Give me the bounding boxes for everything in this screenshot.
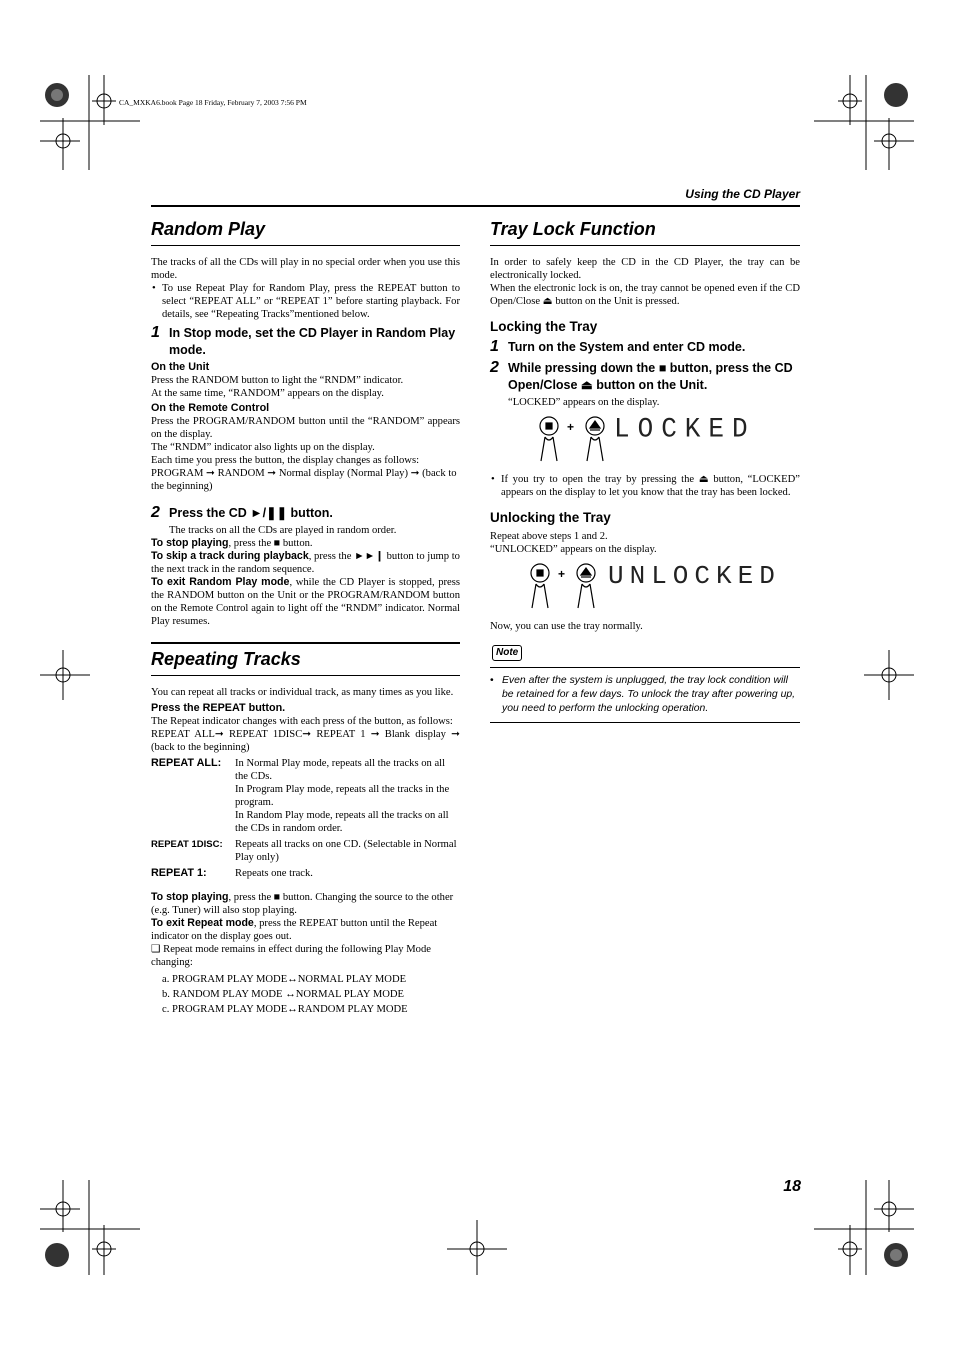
- locking-tray-title: Locking the Tray: [490, 319, 598, 334]
- repeat-press-label: Press the REPEAT button.: [151, 702, 286, 714]
- plus-sign: +: [567, 420, 575, 434]
- step-number: 1: [151, 324, 160, 341]
- remote-sequence: PROGRAM ➞ RANDOM ➞ Normal display (Normal Play) ➞ (back to the beginning): [151, 468, 457, 492]
- unlock-text-3: Now, you can use the tray normally.: [490, 621, 643, 632]
- list-item: a. PROGRAM PLAY MODE↔NORMAL PLAY MODE: [162, 974, 407, 985]
- repeat-desc: Repeats one track.: [235, 868, 313, 879]
- step-text: In Stop mode, set the CD Player in Random Play mode.: [169, 326, 456, 357]
- random-skip: To skip a track during playback, press the ►►❙ button to jump to the next track in the random sequence.: [151, 550, 460, 575]
- step-number: 2: [490, 359, 499, 376]
- random-exit: To exit Random Play mode, while the CD Player is stopped, press the RANDOM button on the Unit or the PROGRAM/RANDOM button on the Remote Control again to light off the “RNDM” indicator. Normal Play resumes.: [151, 576, 461, 627]
- step-2-text: The tracks on all the CDs are played in random order.: [169, 525, 397, 536]
- list-item: c. PROGRAM PLAY MODE↔RANDOM PLAY MODE: [162, 1004, 408, 1015]
- random-step-2: [151, 505, 460, 522]
- on-unit-text-2: At the same time, “RANDOM” appears on the display.: [151, 388, 384, 399]
- page-number: 18: [783, 1178, 801, 1195]
- on-unit-label: On the Unit: [151, 361, 210, 373]
- tray-lock-title: Tray Lock Function: [490, 218, 800, 246]
- step-text: Turn on the System and enter CD mode.: [508, 340, 746, 354]
- step-text: While pressing down the ■ button, press the CD Open/Close ⏏ button on the Unit.: [508, 361, 793, 392]
- random-intro: The tracks of all the CDs will play in no special order when you use this mode.: [151, 257, 460, 281]
- repeat-exit: To exit Repeat mode, press the REPEAT button until the Repeat indicator on the display goes out.: [151, 917, 438, 942]
- repeat-key: REPEAT 1DISC:: [151, 839, 223, 850]
- plus-sign: +: [558, 567, 566, 581]
- random-stop: To stop playing, press the ■ button.: [151, 537, 313, 549]
- locked-illustration: [490, 415, 800, 473]
- repeat-sequence: REPEAT ALL➞ REPEAT 1DISC➞ REPEAT 1 ➞ Blank display ➞ (back to the beginning): [151, 729, 460, 753]
- step-number: 1: [490, 338, 499, 355]
- random-play-title: Random Play: [151, 218, 460, 246]
- step-number: 2: [151, 504, 160, 521]
- repeat-desc: Repeats all tracks on one CD. (Selectable in Normal Play only): [235, 839, 457, 863]
- repeat-modes-table: [151, 757, 460, 883]
- left-column: [151, 218, 460, 1017]
- unlocked-illustration: [490, 562, 800, 620]
- tray-intro-2: When the electronic lock is on, the tray cannot be opened even if the CD Open/Close ⏏ button on the Unit is pressed.: [490, 283, 800, 307]
- unlock-text-2: “UNLOCKED” appears on the display.: [490, 544, 657, 555]
- tray-intro-1: In order to safely keep the CD in the CD Player, the tray can be electronically locked.: [490, 257, 800, 281]
- remote-text-1: Press the PROGRAM/RANDOM button until the “RANDOM” appears on the display.: [151, 416, 460, 440]
- list-item: b. RANDOM PLAY MODE ↔NORMAL PLAY MODE: [162, 989, 405, 1000]
- on-unit-text-1: Press the RANDOM button to light the “RNDM” indicator.: [151, 375, 404, 386]
- locked-display: LOCKED: [614, 413, 756, 445]
- lock-bullet: • If you try to open the tray by pressing the ⏏ button, “LOCKED” appears on the display to let you know that the tray has been locked.: [490, 473, 800, 499]
- repeat-intro: You can repeat all tracks or individual track, as many times as you like.: [151, 687, 454, 698]
- repeating-tracks-title: Repeating Tracks: [151, 642, 460, 676]
- table-row: [151, 867, 460, 883]
- repeat-press-text: The Repeat indicator changes with each press of the button, as follows:: [151, 716, 453, 727]
- running-header: Using the CD Player: [685, 187, 800, 201]
- note-icon: Note: [492, 645, 522, 661]
- repeat-key: REPEAT 1:: [151, 867, 207, 879]
- header-rule: [151, 205, 800, 207]
- unlocking-tray-title: Unlocking the Tray: [490, 510, 611, 525]
- unlocked-display: UNLOCKED: [608, 561, 781, 591]
- repeat-check-note: ❑ Repeat mode remains in effect during the following Play Mode changing:: [151, 944, 431, 968]
- unlock-text-1: Repeat above steps 1 and 2.: [490, 531, 608, 542]
- remote-label: On the Remote Control: [151, 402, 270, 414]
- note-text: • Even after the system is unplugged, the tray lock condition will be retained for a few days. To unlock the tray after powering up, you need to perform the unlocking operation.: [490, 667, 800, 723]
- note-header: [490, 639, 800, 665]
- remote-text-3: Each time you press the button, the display changes as follows:: [151, 455, 420, 466]
- file-meta: CA_MXKA6.book Page 18 Friday, February 7, 2003 7:56 PM: [119, 98, 307, 107]
- repeat-stop: To stop playing, press the ■ button. Changing the source to the other (e.g. Tuner) will also stop playing.: [151, 891, 454, 916]
- tray-step-1: [490, 339, 800, 356]
- step-text: Press the CD ►/❚❚ button.: [169, 506, 333, 520]
- table-row: [151, 757, 460, 838]
- random-step-1: [151, 325, 460, 359]
- random-bullet: • To use Repeat Play for Random Play, press the REPEAT button to select “REPEAT ALL” or “REPEAT 1” before starting playback. For details, see “Repeating Tracks”mentioned below.: [151, 282, 460, 321]
- remote-text-2: The “RNDM” indicator also lights up on the display.: [151, 442, 375, 453]
- tray-step-2-text: “LOCKED” appears on the display.: [508, 397, 660, 408]
- table-row: [151, 838, 460, 867]
- right-column: [490, 218, 800, 723]
- tray-step-2: [490, 360, 800, 394]
- repeat-key: REPEAT ALL:: [151, 757, 222, 769]
- repeat-desc: In Normal Play mode, repeats all the tracks on all the CDs. In Program Play mode, repeats all the tracks in the program. In Random Play mode, repeats all the tracks on all the CDs in random order.: [235, 758, 450, 834]
